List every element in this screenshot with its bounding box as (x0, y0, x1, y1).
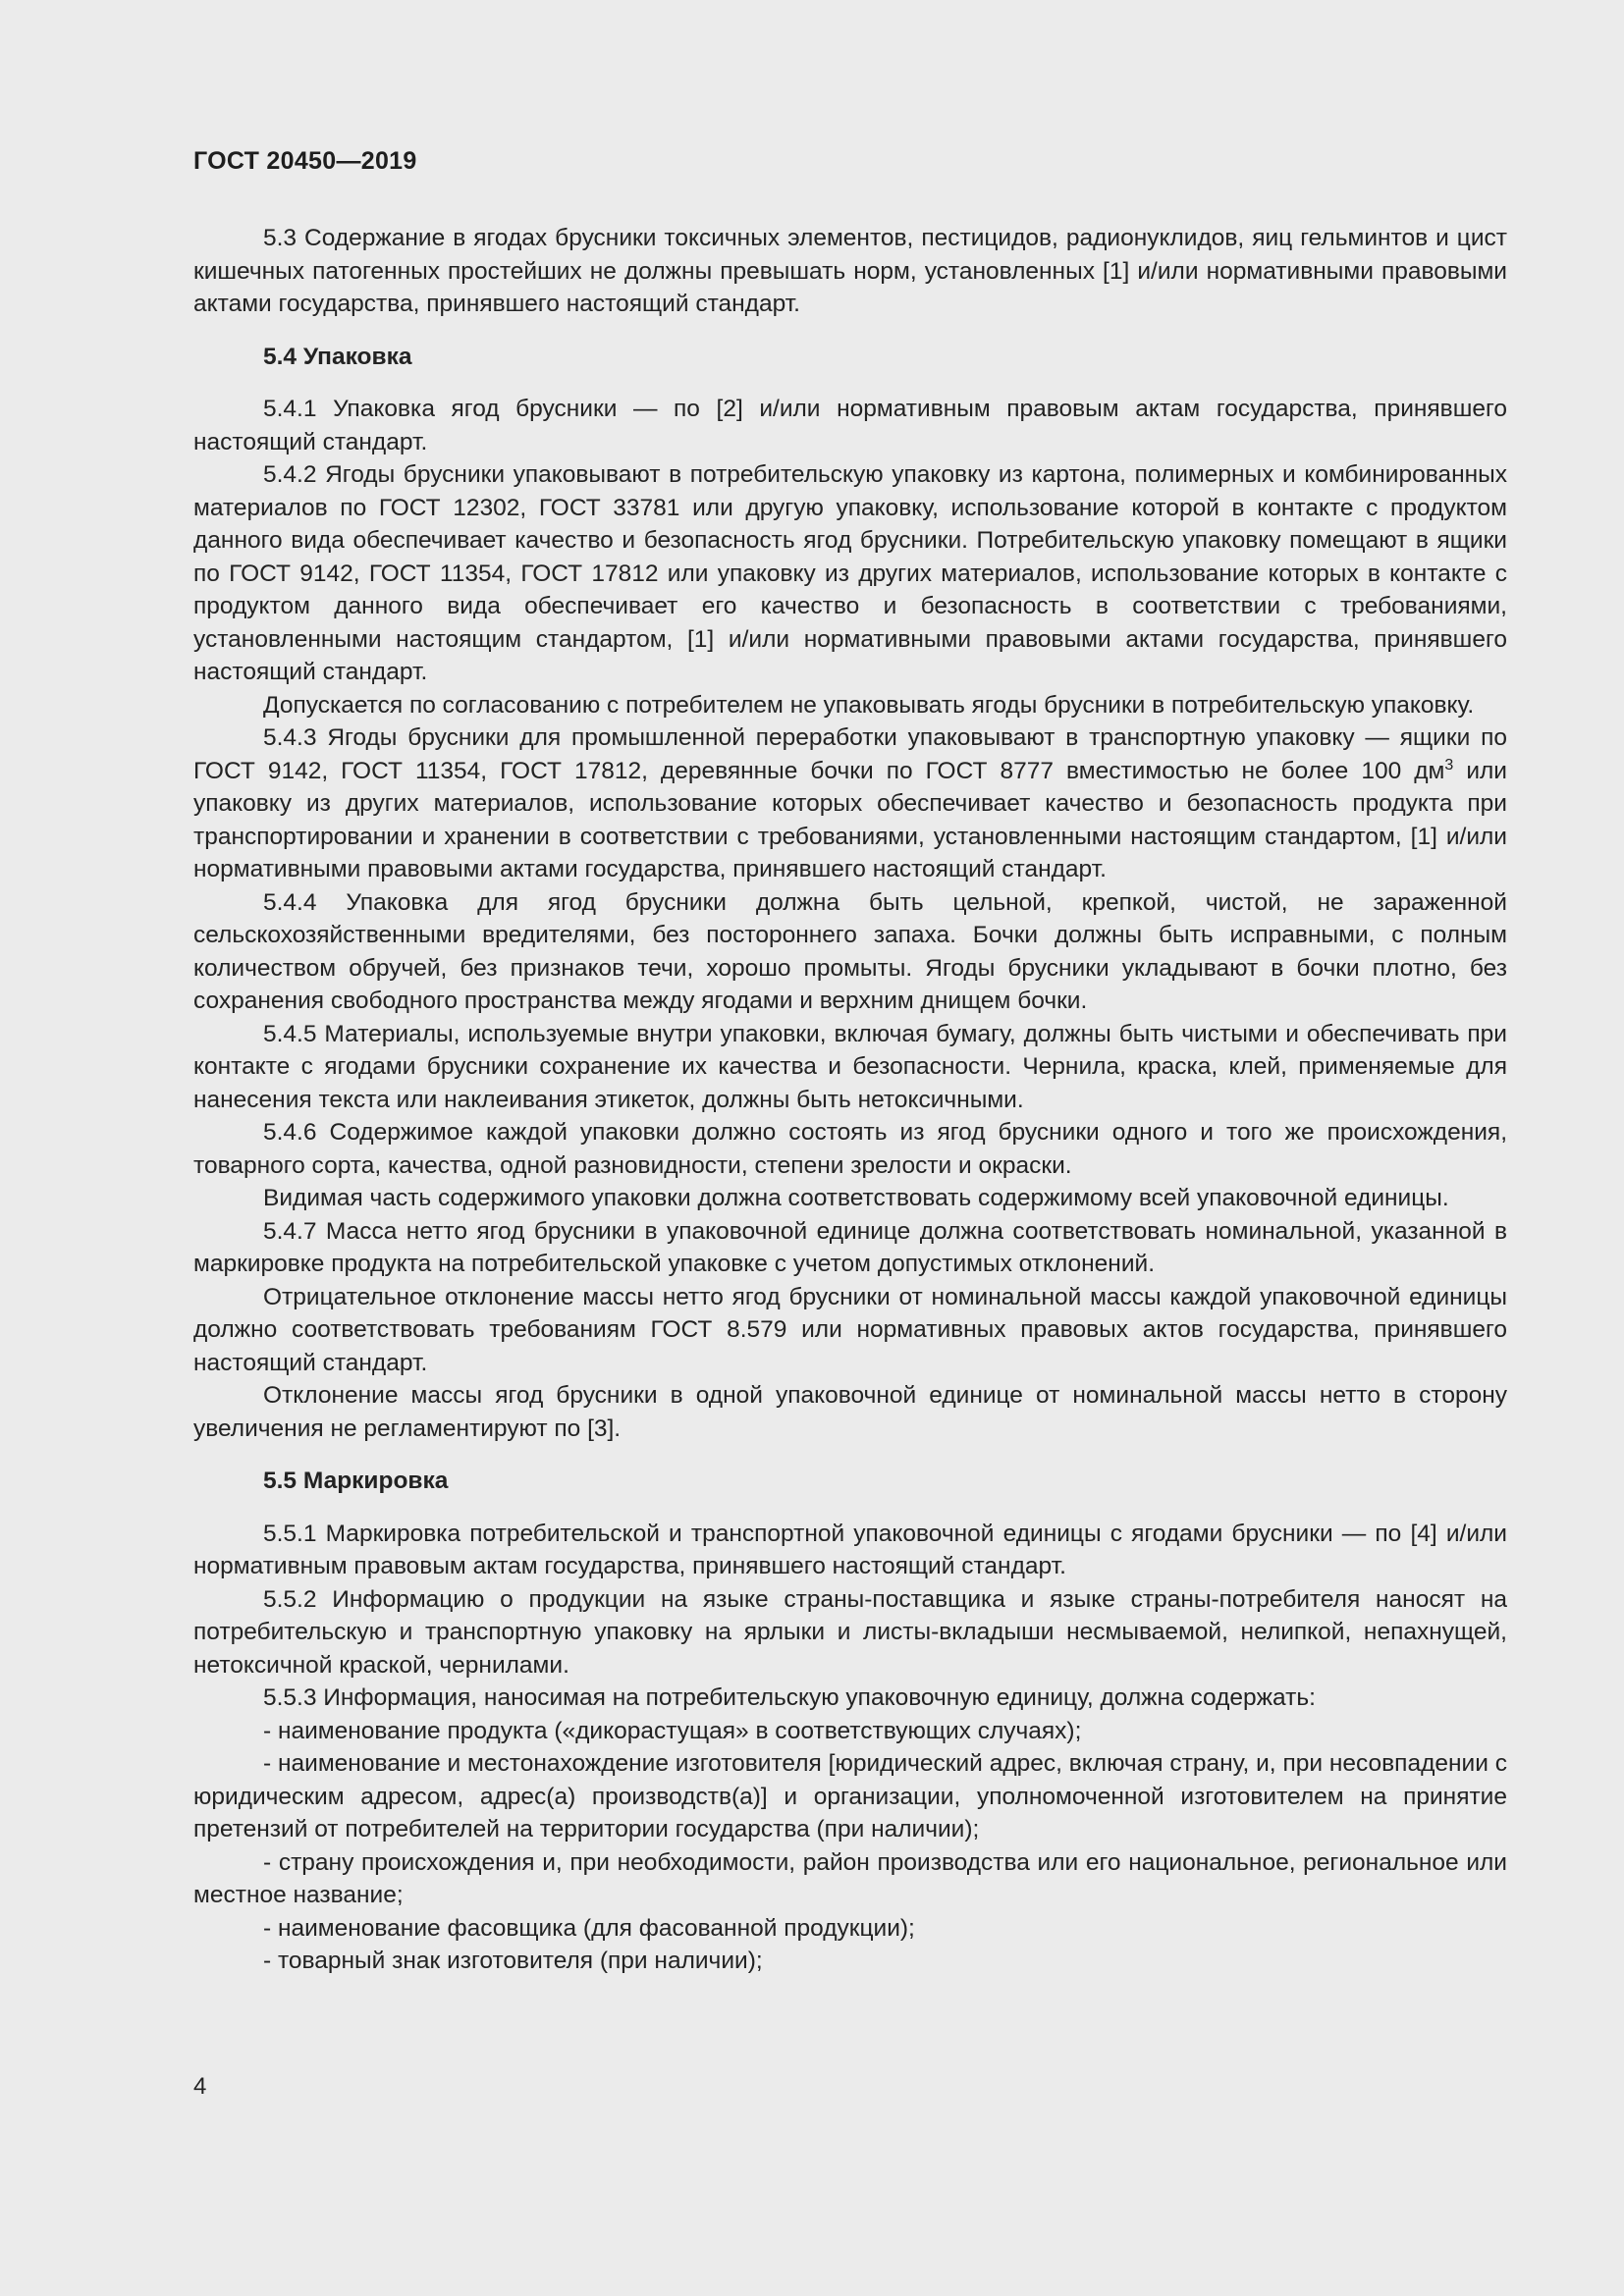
paragraph-5-4-7: 5.4.7 Масса нетто ягод брусники в упаковочной единице должна соответствовать номинальной, указанной в маркировке продукта на потребительской упаковке с учетом допустимых отклонений. (193, 1217, 1507, 1277)
section-heading-5-5: 5.5 Маркировка (263, 1468, 449, 1494)
paragraph-5-4-7-note-2: Отклонение массы ягод брусники в одной упаковочной единице от номинальной массы нетто в сторону увеличения не регламентируют по [3]. (193, 1382, 1507, 1442)
paragraph-5-5-3: 5.5.3 Информация, наносимая на потребительскую упаковочную единицу, должна содержать: (263, 1684, 1316, 1711)
list-item: - наименование фасовщика (для фасованной продукции); (263, 1914, 915, 1942)
paragraph-5-4-2: 5.4.2 Ягоды брусники упаковывают в потребительскую упаковку из картона, полимерных и комбинированных материалов по ГОСТ 12302, ГОСТ 33781 или другую упаковку, использование которой в контакте с продуктом данного вида обеспечивает качество и безопасность ягод брусники. Потребительскую упаковку помещают в ящики по ГОСТ 9142, ГОСТ 11354, ГОСТ 17812 или упаковку из других материалов, использование которых в контакте с продуктом данного вида обеспечивает его качество и безопасность в соответствии с требованиями, установленными настоящим стандартом, [1] и/или нормативными правовыми актами государства, принявшего настоящий стандарт. (193, 461, 1507, 685)
document-body (193, 222, 1507, 1978)
paragraph-5-5-2: 5.5.2 Информацию о продукции на языке страны-поставщика и языке страны-потребителя наносят на потребительскую и транспортную упаковку на ярлыки и листы-вкладыши несмываемой, нелипкой, непахнущей, нетоксичной краской, чернилами. (193, 1585, 1507, 1679)
paragraph-5-4-4: 5.4.4 Упаковка для ягод брусники должна быть цельной, крепкой, чистой, не зараженной сельскохозяйственными вредителями, без постороннего запаха. Бочки должны быть исправными, с полным количеством обручей, без признаков течи, хорошо промыты. Ягоды брусники укладывают в бочки плотно, без сохранения свободного пространства между ягодами и верхним днищем бочки. (193, 888, 1507, 1014)
list-item: - наименование и местонахождение изготовителя [юридический адрес, включая страну, и, при несовпадении с юридическим адресом, адрес(а) производств(а)] и организации, уполномоченной изготовителем на принятие претензий от потребителей на территории государства (при наличии); (193, 1750, 1507, 1842)
list-item: - наименование продукта («дикорастущая» в соответствующих случаях); (263, 1717, 1082, 1744)
paragraph-5-4-3-part2: или упаковку из других материалов, использование которых обеспечивает качество и безопасность продукта при транспортировании и хранении в соответствии с требованиями, установленными настоящим стандартом, [1] и/или нормативными правовыми актами государства, принявшего настоящий стандарт. (193, 757, 1507, 882)
section-heading-5-4: 5.4 Упаковка (263, 343, 412, 370)
document-code-header: ГОСТ 20450—2019 (193, 147, 417, 175)
paragraph-5-5-1: 5.5.1 Маркировка потребительской и транспортной упаковочной единицы с ягодами брусники — по [4] и/или нормативным правовым актам государства, принявшего настоящий стандарт. (193, 1520, 1507, 1579)
paragraph-5-4-3 (193, 721, 1507, 886)
superscript-cubic: 3 (1444, 756, 1454, 774)
paragraph-5-4-5: 5.4.5 Материалы, используемые внутри упаковки, включая бумагу, должны быть чистыми и обеспечивать при контакте с ягодами брусники сохранение их качества и безопасности. Чернила, краска, клей, применяемые для нанесения текста или наклеивания этикеток, должны быть нетоксичными. (193, 1020, 1507, 1113)
paragraph-5-3: 5.3 Содержание в ягодах брусники токсичных элементов, пестицидов, радионуклидов, яиц гельминтов и цист кишечных патогенных простейших не должны превышать норм, установленных [1] и/или нормативными правовыми актами государства, принявшего настоящий стандарт. (193, 225, 1507, 317)
paragraph-5-4-2-note: Допускается по согласованию с потребителем не упаковывать ягоды брусники в потребительскую упаковку. (263, 691, 1475, 719)
paragraph-5-4-6-note: Видимая часть содержимого упаковки должна соответствовать содержимому всей упаковочной единицы. (263, 1185, 1449, 1211)
list-item: - страну происхождения и, при необходимости, район производства или его национальное, региональное или местное название; (193, 1848, 1507, 1908)
paragraph-5-4-1: 5.4.1 Упаковка ягод брусники — по [2] и/или нормативным правовым актам государства, принявшего настоящий стандарт. (193, 396, 1507, 455)
paragraph-5-4-3-part1: 5.4.3 Ягоды брусники для промышленной переработки упаковывают в транспортную упаковку — ящики по ГОСТ 9142, ГОСТ 11354, ГОСТ 17812, деревянные бочки по ГОСТ 8777 вместимостью не более 100 дм (193, 724, 1507, 784)
paragraph-5-4-6: 5.4.6 Содержимое каждой упаковки должно состоять из ягод брусники одного и того же происхождения, товарного сорта, качества, одной разновидности, степени зрелости и окраски. (193, 1119, 1507, 1179)
list-item: - товарный знак изготовителя (при наличии); (263, 1948, 763, 1974)
page-number: 4 (193, 2073, 207, 2100)
paragraph-5-4-7-note-1: Отрицательное отклонение массы нетто ягод брусники от номинальной массы каждой упаковочной единицы должно соответствовать требованиям ГОСТ 8.579 или нормативных правовых актов государства, принявшего настоящий стандарт. (193, 1283, 1507, 1376)
